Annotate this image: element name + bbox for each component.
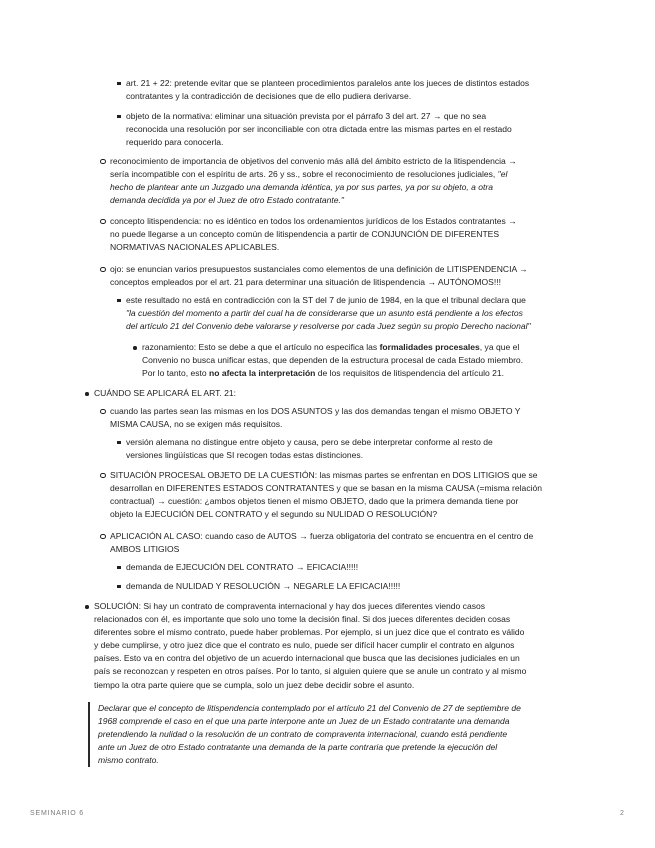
square-bullet-icon (114, 294, 124, 307)
text-line: desarrollan en DIFERENTES ESTADOS CONTRATANTES y que se basan en la misma CAUSA (=misma relación (110, 483, 542, 494)
list-item (126, 436, 493, 462)
list-item (110, 263, 528, 289)
text-line: "la cuestión del momento a partir del cual ha de considerarse que un asunto está pendiente a los efectos (126, 308, 523, 319)
list-item (94, 387, 236, 400)
list-item (126, 561, 358, 574)
text-line: país se reconozcan y respeten en otros países. Por lo tanto, si alguien quiere que se anule un contrato y al mismo (94, 666, 527, 677)
circle-bullet-icon (98, 469, 108, 482)
list-item (142, 341, 523, 380)
text-line: ojo: se enuncian varios presupuestos sustanciales como elementos de una definición de LITISPENDENCIA → (110, 264, 528, 274)
footer-section-label: SEMINARIO 6 (30, 810, 84, 817)
text-line: conceptos empleados por el art. 21 para determinar una situación de litispendencia → AUTÓNOMOS!!! (110, 277, 501, 288)
quote-line: mismo contrato. (98, 755, 159, 766)
text-line: países. Esto va en contra del objetivo de un acuerdo internacional que busca que las decisiones judiciales en un (94, 653, 520, 664)
circle-bullet-icon (98, 215, 108, 228)
text-line: AMBOS LITIGIOS (110, 544, 180, 555)
blockquote (88, 702, 598, 767)
text-line: y debe cumplirse, y otro juez dice que el contrato es nulo, puede ser difícil hacer cumplir el contrato en algunos (94, 640, 515, 651)
text-line: no puede llegarse a un concepto común de litispendencia a partir de CONJUNCIÓN DE DIFERENTES (110, 229, 500, 240)
circle-bullet-icon (98, 530, 108, 543)
list-item (126, 77, 529, 103)
text-line: objeto de la normativa: eliminar una situación prevista por el párrafo 3 del art. 27 → que no sea (126, 111, 487, 121)
square-bullet-icon (114, 580, 124, 593)
text-line: reconocida una resolución por ser inconciliable con otra dictada entre las mismas partes en el restado (126, 124, 512, 135)
text-line: NORMATIVAS NACIONALES APLICABLES. (110, 242, 280, 253)
text-line: reconocimiento de importancia de objetivos del convenio más allá del ámbito estricto de la litispendencia → (110, 156, 517, 166)
text-line: concepto litispendencia: no es idéntico en todos los ordenamientos jurídicos de los Estados contratantes → (110, 216, 517, 226)
text-line: Convenio no busca unificar estas, que dependen de la estructura procesal de cada Estado miembro. (142, 355, 524, 366)
text-line: SITUACIÓN PROCESAL OBJETO DE LA CUESTIÓN: las mismas partes se enfrentan en DOS LITIGIOS que se (110, 470, 538, 480)
text-line: cuando las partes sean las mismas en los DOS ASUNTOS y las dos demandas tengan el mismo OBJETO Y (110, 406, 521, 416)
text-line: requerido para conocerla. (126, 137, 224, 148)
text-line: objeto la EJECUCIÓN DEL CONTRATO y el segundo su NULIDAD O RESOLUCIÓN? (110, 509, 438, 520)
text-line: SOLUCIÓN: Si hay un contrato de compraventa internacional y hay dos jueces diferentes viendo casos (94, 601, 485, 611)
text-line: MISMA CAUSA, no se exigen más requisitos. (110, 419, 283, 430)
text-line: APLICACIÓN AL CASO: cuando caso de AUTOS → fuerza obligatoria del contrato se encuentra en el centro de (110, 531, 534, 541)
text-line: versión alemana no distingue entre objeto y causa, pero se debe interpretar conforme al resto de (126, 437, 493, 447)
text-line: sería incompatible con el espíritu de arts. 26 y ss., sobre el reconocimiento de resoluciones judiciales, "el (110, 169, 508, 180)
text-line: art. 21 + 22: pretende evitar que se planteen procedimientos paralelos ante los jueces de distintos estados (126, 78, 530, 88)
square-bullet-icon (114, 110, 124, 123)
list-item (110, 405, 520, 431)
text-line: demanda de EJECUCIÓN DEL CONTRATO → EFICACIA!!!!! (126, 562, 359, 572)
text-line: relacionados con él, es importante que solo uno tome la decisión final. Si dos jueces diferentes deciden cosas (94, 614, 511, 625)
text-line: razonamiento: Esto se debe a que el artículo no especifica las formalidades procesales, ya que el (142, 342, 520, 352)
text-line: demanda de NULIDAD Y RESOLUCIÓN → NEGARLE LA EFICACIA!!!!! (126, 581, 401, 591)
dot-bullet-icon (130, 341, 140, 354)
text-line: tiempo la otra parte quiere que se cumpla, solo un juez debe decidir sobre el asunto. (94, 679, 415, 690)
text-line: contratantes y la contradicción de decisiones que de ello pudiera derivarse. (126, 91, 412, 102)
circle-bullet-icon (98, 155, 108, 168)
quote-line: pretendiendo la nulidad o la resolución de un contrato de compraventa internacional, cuando está pendiente (98, 729, 508, 740)
text-line: Por lo tanto, esto no afecta la interpretación de los requisitos de litispendencia del artículo 21. (142, 368, 505, 379)
text-line: del artículo 21 del Convenio debe valorarse y resolverse por cada Juez según su propio Derecho nacional" (126, 321, 531, 332)
circle-bullet-icon (98, 263, 108, 276)
square-bullet-icon (114, 77, 124, 90)
list-item (94, 600, 526, 692)
text-line: contractual) → cuestión: ¿ambos objetos tienen el mismo OBJETO, dado que la primera demanda tiene por (110, 496, 519, 507)
text-line: versiones lingüísticas que SI recogen todas estas distinciones. (126, 450, 364, 461)
text-line: hecho de plantear ante un Juzgado una demanda idéntica, ya por sus partes, ya por su objeto, a otra (110, 182, 493, 193)
list-item (110, 155, 517, 207)
list-item (110, 530, 533, 556)
dot-bullet-icon (82, 600, 92, 613)
square-bullet-icon (114, 436, 124, 449)
list-item (110, 215, 517, 254)
list-item (110, 469, 542, 521)
text-line: CUÁNDO SE APLICARÁ EL ART. 21: (94, 388, 237, 398)
text-line: este resultado no está en contradicción con la ST del 7 de junio de 1984, en la que el tribunal declara que (126, 295, 526, 305)
quote-line: 1968 comprende el caso en el que una parte interpone ante un Juez de un Estado contratante una demanda (98, 716, 510, 727)
dot-bullet-icon (82, 387, 92, 400)
quote-line: ante un Juez de otro Estado contratante una demanda de la parte contraria que pretende la ejecución del (98, 742, 498, 753)
square-bullet-icon (114, 561, 124, 574)
circle-bullet-icon (98, 405, 108, 418)
text-line: demanda decidida ya por el Juez de otro Estado contratante." (110, 195, 344, 206)
list-item (126, 580, 400, 593)
list-item (126, 294, 531, 333)
list-item (126, 110, 512, 149)
quote-line: Declarar que el concepto de litispendencia contemplado por el artículo 21 del Convenio de 27 de septiembre de (98, 703, 521, 713)
text-line: diferentes sobre el mismo contrato, puede haber problemas. Por ejemplo, si un juez dice que el contrato es válido (94, 627, 525, 638)
page-number: 2 (620, 810, 624, 817)
